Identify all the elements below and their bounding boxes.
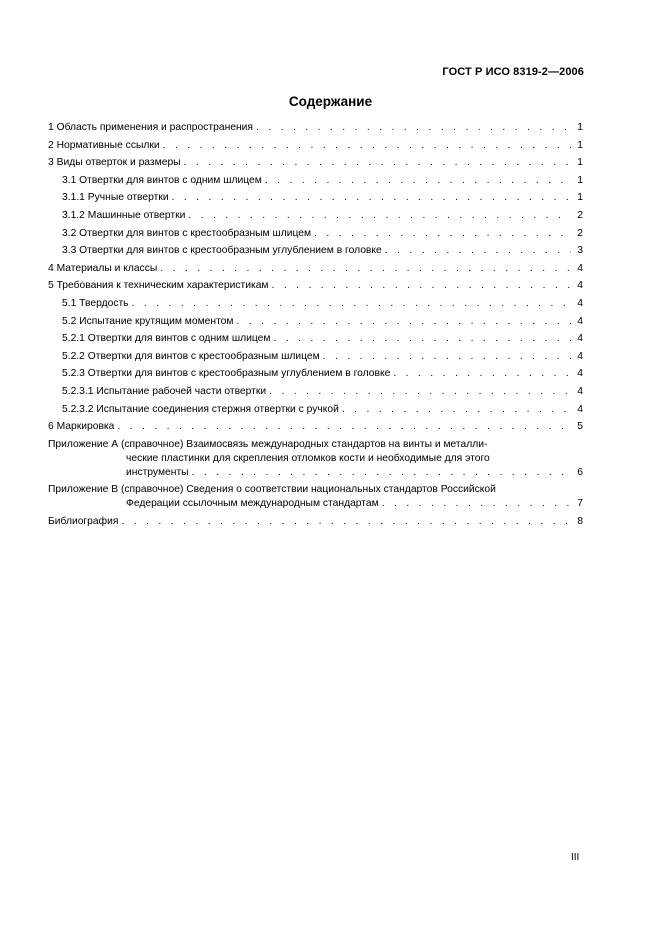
leader-dots (382, 497, 571, 511)
leader-dots (256, 121, 571, 135)
toc-entry[interactable] (48, 385, 583, 399)
toc-entry-label: 3.3 Отвертки для винтов с крестообразным углублением в головке (62, 245, 382, 257)
appendix-a-line2: ческие пластинки для скрепления отломков кости и необходимые для этого (126, 452, 490, 464)
table-of-contents (48, 121, 583, 532)
toc-entry-label: 4 Материалы и классы (48, 262, 158, 274)
leader-dots (163, 139, 571, 153)
toc-entry[interactable] (48, 209, 583, 223)
toc-entry[interactable] (48, 156, 583, 170)
toc-entry[interactable] (48, 350, 583, 364)
toc-entry-label: 5.2.3.2 Испытание соединения стержня отвертки с ручкой (62, 403, 339, 415)
toc-entry-page: 1 (577, 192, 583, 204)
toc-entry-page: 4 (577, 403, 583, 415)
toc-entry-label: 5.2.3.1 Испытание рабочей части отвертки (62, 385, 267, 397)
toc-entry-page: 4 (577, 280, 583, 292)
toc-entry-page: 7 (577, 498, 583, 510)
toc-entry-label: 1 Область применения и распространения (48, 122, 253, 133)
toc-entry-label: 5.2 Испытание крутящим моментом (62, 315, 234, 327)
toc-entry[interactable] (48, 297, 583, 311)
leader-dots (323, 350, 571, 364)
toc-entry-page: 4 (577, 315, 583, 327)
toc-entry-label: 5.2.1 Отвертки для винтов с одним шлицем (62, 333, 271, 345)
toc-entry[interactable] (48, 121, 583, 135)
toc-entry[interactable] (48, 403, 583, 417)
appendix-b-line2: Федерации ссылочным международным стандартам (126, 498, 379, 510)
toc-entry-page: 4 (577, 297, 583, 309)
toc-entry-label: 5 Требования к техническим характеристикам (48, 280, 269, 292)
leader-dots (393, 367, 571, 381)
toc-entry-label: 3.1 Отвертки для винтов с одним шлицем (62, 174, 262, 186)
leader-dots (117, 420, 571, 434)
toc-entry-label: 3.1.2 Машинные отвертки (62, 209, 186, 221)
document-header: ГОСТ Р ИСО 8319-2—2006 (442, 66, 584, 78)
toc-entry[interactable] (48, 420, 583, 434)
toc-entry-page: 2 (577, 209, 583, 221)
leader-dots (172, 191, 571, 205)
toc-entry[interactable] (48, 191, 583, 205)
toc-entry-label: 5.2.3 Отвертки для винтов с крестообразным углублением в головке (62, 368, 391, 380)
toc-entry-page: 8 (577, 515, 583, 527)
toc-entry-page: 5 (577, 421, 583, 433)
leader-dots (192, 466, 571, 480)
leader-dots (184, 156, 571, 170)
appendix-b-line1: Приложение В (справочное) Сведения о соответствии национальных стандартов Российской (48, 484, 496, 496)
appendix-a-line1: Приложение А (справочное) Взаимосвязь международных стандартов на винты и металли- (48, 438, 488, 450)
toc-entry-label: 3 Виды отверток и размеры (48, 157, 181, 169)
toc-entry-page: 4 (577, 350, 583, 362)
toc-entry-page: 2 (577, 227, 583, 239)
toc-entry[interactable] (48, 139, 583, 153)
toc-entry-page: 4 (577, 262, 583, 274)
leader-dots (342, 403, 571, 417)
toc-entry[interactable] (48, 279, 583, 293)
leader-dots (314, 227, 571, 241)
leader-dots (132, 297, 571, 311)
toc-entry-page: 1 (577, 157, 583, 169)
toc-entry-page: 3 (577, 245, 583, 257)
page-number: III (571, 852, 580, 863)
toc-entry-page: 4 (577, 385, 583, 397)
page-title: Содержание (288, 94, 373, 109)
toc-entry[interactable] (48, 174, 583, 188)
toc-entry-page: 1 (577, 139, 583, 151)
leader-dots (385, 244, 571, 258)
toc-entry-label: 5.2.2 Отвертки для винтов с крестообразным шлицем (62, 350, 320, 362)
toc-entry[interactable] (48, 244, 583, 258)
toc-entry-label: 6 Маркировка (48, 421, 115, 433)
leader-dots (121, 515, 571, 529)
leader-dots (273, 332, 571, 346)
toc-entry-page: 6 (577, 466, 583, 478)
toc-entry-page: 4 (577, 368, 583, 380)
toc-entry[interactable] (48, 315, 583, 329)
toc-entry-label: 3.2 Отвертки для винтов с крестообразным шлицем (62, 227, 312, 239)
leader-dots (160, 262, 571, 276)
toc-entry-page: 1 (577, 122, 583, 133)
toc-entry-appendix-a[interactable] (48, 438, 583, 480)
leader-dots (272, 279, 572, 293)
toc-entry[interactable] (48, 367, 583, 381)
toc-entry-label: Библиография (48, 515, 119, 527)
toc-entry-label: 3.1.1 Ручные отвертки (62, 192, 169, 204)
toc-entry[interactable] (48, 332, 583, 346)
leader-dots (236, 315, 571, 329)
toc-entry-page: 4 (577, 333, 583, 345)
leader-dots (188, 209, 571, 223)
leader-dots (269, 385, 571, 399)
appendix-a-line3: инструменты (126, 466, 189, 478)
toc-entry-label: 2 Нормативные ссылки (48, 139, 160, 151)
toc-entry[interactable] (48, 227, 583, 241)
toc-entry-bibliography[interactable] (48, 515, 583, 529)
toc-entry-appendix-b[interactable] (48, 483, 583, 511)
leader-dots (265, 174, 571, 188)
toc-entry[interactable] (48, 262, 583, 276)
toc-entry-page: 1 (577, 174, 583, 186)
toc-entry-label: 5.1 Твердость (62, 297, 129, 309)
